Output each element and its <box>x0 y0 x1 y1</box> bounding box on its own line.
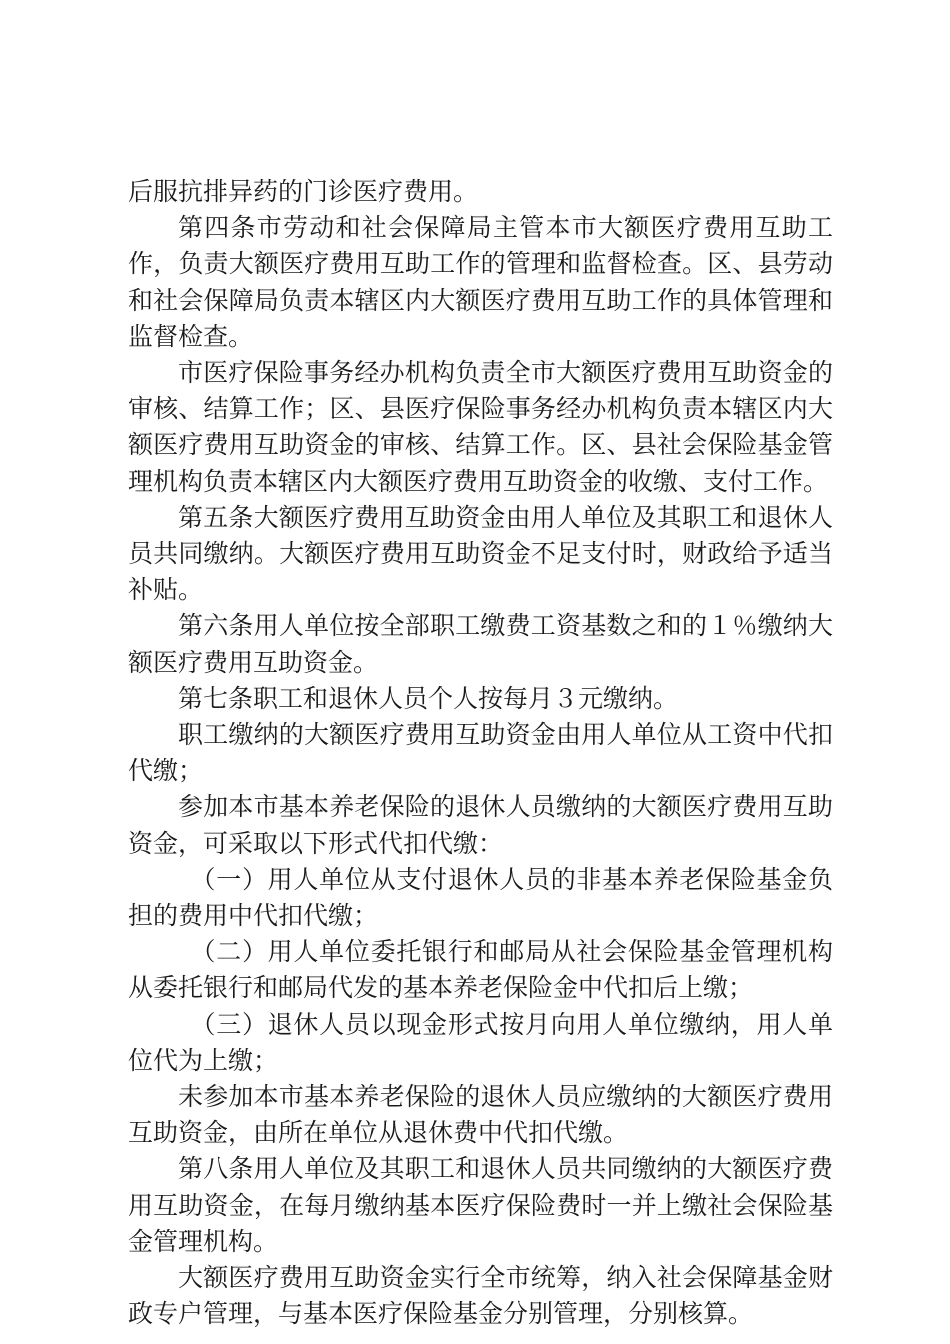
list-item: （二）用人单位委托银行和邮局从社会保险基金管理机构从委托银行和邮局代发的基本养老保险金中代扣后上缴； <box>128 937 833 1003</box>
paragraph-article-8: 第八条用人单位及其职工和退休人员共同缴纳的大额医疗费用互助资金，在每月缴纳基本医疗保险费时一并上缴社会保险基金管理机构。 <box>128 1154 833 1256</box>
list-item: （三）退休人员以现金形式按月向用人单位缴纳，用人单位代为上缴； <box>128 1009 833 1075</box>
document-body <box>128 174 833 1333</box>
paragraph: 市医疗保险事务经办机构负责全市大额医疗费用互助资金的审核、结算工作；区、县医疗保险事务经办机构负责本辖区内大额医疗费用互助资金的审核、结算工作。区、县社会保险基金管理机构负责本辖区内大额医疗费用互助资金的收缴、支付工作。 <box>128 358 833 496</box>
paragraph: 参加本市基本养老保险的退休人员缴纳的大额医疗费用互助资金，可采取以下形式代扣代缴： <box>128 792 833 858</box>
paragraph-article-5: 第五条大额医疗费用互助资金由用人单位及其职工和退休人员共同缴纳。大额医疗费用互助资金不足支付时，财政给予适当补贴。 <box>128 502 833 605</box>
paragraph: 后服抗排异药的门诊医疗费用。 <box>128 177 479 206</box>
paragraph-article-4: 第四条市劳动和社会保障局主管本市大额医疗费用互助工作，负责大额医疗费用互助工作的管理和监督检查。区、县劳动和社会保障局负责本辖区内大额医疗费用互助工作的具体管理和监督检查。 <box>128 213 833 351</box>
paragraph: 职工缴纳的大额医疗费用互助资金由用人单位从工资中代扣代缴； <box>128 720 833 786</box>
paragraph-article-7: 第七条职工和退休人员个人按每月３元缴纳。 <box>178 683 679 713</box>
paragraph: 大额医疗费用互助资金实行全市统筹，纳入社会保障基金财政专户管理，与基本医疗保险基金分别管理，分别核算。 <box>128 1263 833 1329</box>
list-item: （一）用人单位从支付退休人员的非基本养老保险基金负担的费用中代扣代缴； <box>128 864 833 931</box>
paragraph: 未参加本市基本养老保险的退休人员应缴纳的大额医疗费用互助资金，由所在单位从退休费中代扣代缴。 <box>128 1082 833 1148</box>
paragraph-article-6: 第六条用人单位按全部职工缴费工资基数之和的１％缴纳大额医疗费用互助资金。 <box>128 611 833 677</box>
